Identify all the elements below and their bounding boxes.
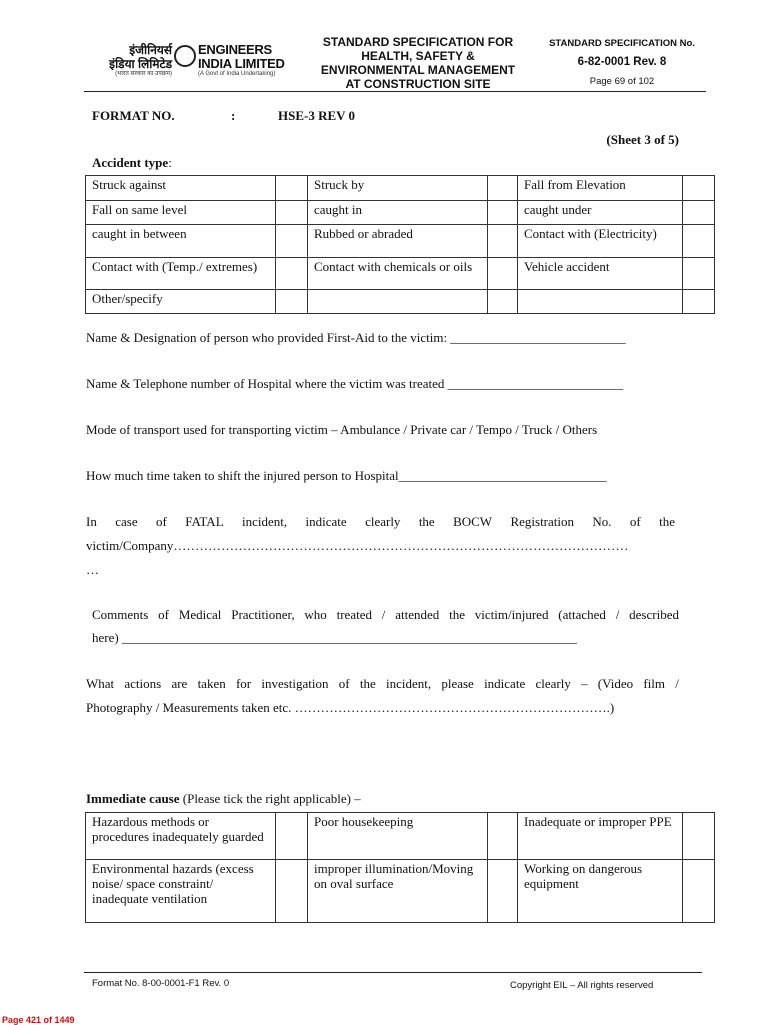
- accident-option-label: Struck by: [308, 176, 488, 201]
- table-row: [86, 201, 715, 225]
- logo-english: ENGINEERS INDIA LIMITED (A Govt of India Undertaking): [198, 42, 285, 77]
- medical-comments-field[interactable]: here) ______________________________________________________________________: [92, 630, 577, 645]
- sheet-number: (Sheet 3 of 5): [606, 132, 679, 147]
- accident-option-label: Contact with chemicals or oils: [308, 258, 488, 290]
- tick-box[interactable]: [276, 225, 308, 258]
- std-spec-number: 6-82-0001 Rev. 8: [577, 56, 667, 68]
- cause-option-label: improper illumination/Moving on oval surface: [308, 860, 488, 923]
- medical-comments-line: Comments of Medical Practitioner, who treated / attended the victim/injured (attached / described: [92, 607, 679, 622]
- accident-option-label: Vehicle accident: [518, 258, 683, 290]
- tick-box[interactable]: [276, 258, 308, 290]
- tick-box[interactable]: [488, 860, 518, 923]
- footer-format-number: Format No. 8-00-0001-F1 Rev. 0: [92, 978, 230, 989]
- accident-option-label: Fall from Elevation: [518, 176, 683, 201]
- std-spec-label: STANDARD SPECIFICATION No.: [549, 38, 695, 49]
- immediate-cause-heading: Immediate cause (Please tick the right applicable) –: [86, 791, 361, 806]
- accident-option-label: Fall on same level: [86, 201, 276, 225]
- tick-box[interactable]: [488, 813, 518, 860]
- table-row: [86, 258, 715, 290]
- accident-option-label: [518, 290, 683, 314]
- cause-option-label: Environmental hazards (excess noise/ space constraint/ inadequate ventilation: [86, 860, 276, 923]
- document-title: STANDARD SPECIFICATION FOR HEALTH, SAFETY & ENVIRONMENTAL MANAGEMENT AT CONSTRUCTION SITE: [320, 35, 516, 91]
- tick-box[interactable]: [488, 258, 518, 290]
- accident-type-table: [85, 175, 715, 314]
- tick-box[interactable]: [683, 860, 715, 923]
- cause-option-label: Poor housekeeping: [308, 813, 488, 860]
- format-colon: :: [231, 108, 236, 123]
- footer-divider: [84, 972, 702, 973]
- table-row: [86, 813, 715, 860]
- investigation-actions-line: What actions are taken for investigation of the incident, please indicate clearly – (Video film /: [86, 676, 679, 691]
- footer-copyright: Copyright EIL – All rights reserved: [510, 980, 654, 991]
- cause-option-label: Inadequate or improper PPE: [518, 813, 683, 860]
- accident-option-label: caught in between: [86, 225, 276, 258]
- accident-option-label: Struck against: [86, 176, 276, 201]
- investigation-actions-field[interactable]: Photography / Measurements taken etc. ……………………………………………………………….): [86, 700, 615, 715]
- fatal-continuation: …: [86, 562, 99, 577]
- table-row: [86, 860, 715, 923]
- accident-option-label: Contact with (Electricity): [518, 225, 683, 258]
- tick-box[interactable]: [683, 176, 715, 201]
- accident-option-label: [308, 290, 488, 314]
- accident-option-label: Rubbed or abraded: [308, 225, 488, 258]
- tick-box[interactable]: [488, 201, 518, 225]
- tick-box[interactable]: [683, 290, 715, 314]
- accident-type-heading: Accident type:: [92, 155, 172, 170]
- first-aid-field[interactable]: Name & Designation of person who provided First-Aid to the victim: ___________________________: [86, 330, 626, 345]
- format-label: FORMAT NO.: [92, 108, 175, 123]
- tick-box[interactable]: [683, 258, 715, 290]
- cause-option-label: Working on dangerous equipment: [518, 860, 683, 923]
- immediate-cause-table: [85, 812, 715, 923]
- tick-box[interactable]: [276, 813, 308, 860]
- cause-option-label: Hazardous methods or procedures inadequately guarded: [86, 813, 276, 860]
- format-value: HSE-3 REV 0: [278, 108, 356, 123]
- tick-box[interactable]: [683, 201, 715, 225]
- tick-box[interactable]: [683, 813, 715, 860]
- time-taken-field[interactable]: How much time taken to shift the injured person to Hospital________________________________: [86, 468, 607, 483]
- logo-emblem-icon: [174, 45, 196, 67]
- accident-option-label: Other/specify: [86, 290, 276, 314]
- table-row: [86, 225, 715, 258]
- hospital-field[interactable]: Name & Telephone number of Hospital where the victim was treated ___________________________: [86, 376, 624, 391]
- table-row: [86, 290, 715, 314]
- tick-box[interactable]: [683, 225, 715, 258]
- tick-box[interactable]: [488, 225, 518, 258]
- table-row: [86, 176, 715, 201]
- fatal-incident-line: In case of FATAL incident, indicate clearly the BOCW Registration No. of the: [86, 514, 675, 529]
- tick-box[interactable]: [276, 860, 308, 923]
- tick-box[interactable]: [276, 176, 308, 201]
- logo-hindi: इंजीनियर्स इंडिया लिमिटेड (भारत सरकार का उपक्रम): [109, 43, 172, 77]
- tick-box[interactable]: [276, 201, 308, 225]
- tick-box[interactable]: [488, 290, 518, 314]
- tick-box[interactable]: [276, 290, 308, 314]
- accident-option-label: caught under: [518, 201, 683, 225]
- accident-option-label: caught in: [308, 201, 488, 225]
- header-divider: [84, 91, 706, 92]
- accident-option-label: Contact with (Temp./ extremes): [86, 258, 276, 290]
- fatal-registration-field[interactable]: victim/Company……………………………………………………………………………………………: [86, 538, 629, 553]
- tick-box[interactable]: [488, 176, 518, 201]
- page-info: Page 69 of 102: [589, 76, 655, 87]
- transport-mode-field[interactable]: Mode of transport used for transporting victim – Ambulance / Private car / Tempo / Truck / Others: [86, 422, 598, 437]
- page-stamp: Page 421 of 1449: [2, 1015, 75, 1025]
